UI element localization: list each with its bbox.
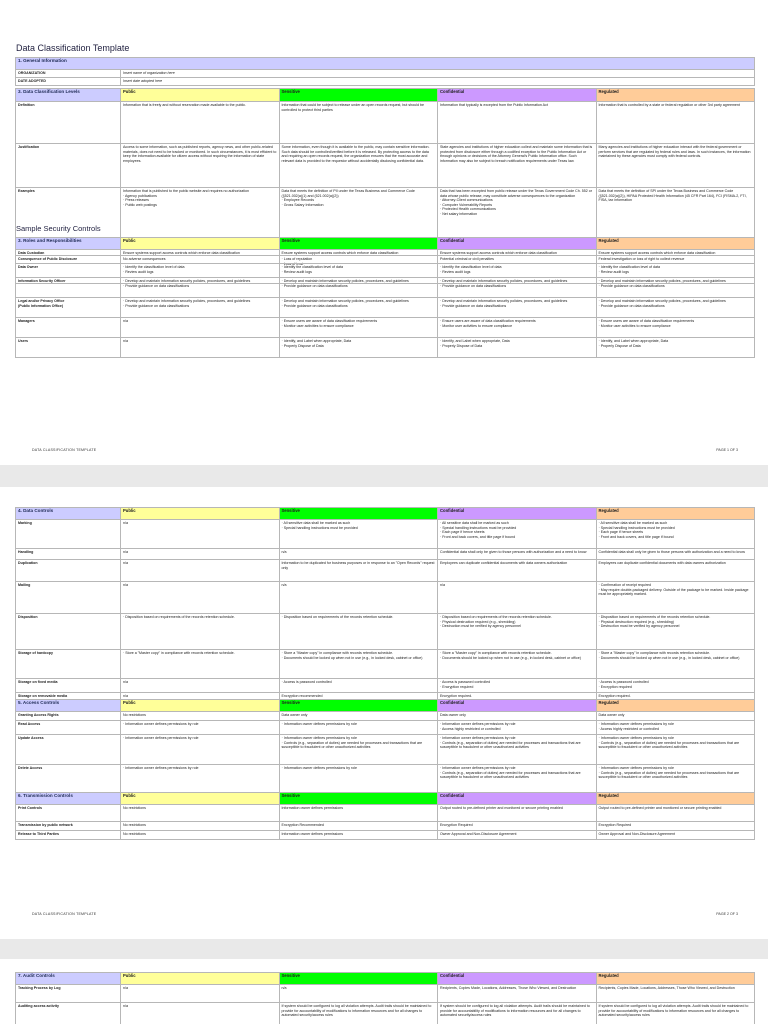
- cell-sensitive: · Develop and maintain information security policies, procedures, and guidelines · Provide guidance on data classifications: [279, 278, 438, 298]
- cell-sensitive: · Access is password controlled: [279, 679, 438, 693]
- cell-confidential: If system should be configured to log all violation attempts. Audit trails should be maintained to provide for accountability of modifications to information resources and for all changes to automated security/access rules: [438, 1003, 597, 1024]
- cell-public: n/a: [121, 520, 280, 549]
- cell-regulated: · Information owner defines permissions by role · Access highly restricted or controlled: [596, 721, 755, 735]
- cell-public: n/a: [121, 338, 280, 358]
- cell-regulated: Federal investigation or loss of right to collect revenue: [596, 256, 755, 284]
- section-header: 3. Data Classification Levels: [16, 89, 121, 102]
- cell-sensitive: Information to be duplicated for business purposes or in response to an "Open Records" request only: [279, 560, 438, 582]
- table-row: [16, 805, 755, 822]
- column-header-sensitive: Sensitive: [279, 508, 438, 520]
- footer-page-number: PAGE 1 OF 3: [716, 448, 738, 452]
- footer-left: DATA CLASSIFICATION TEMPLATE: [32, 448, 97, 452]
- cell-regulated: · Develop and maintain information security policies, procedures, and guidelines · Provide guidance on data classifications: [596, 278, 755, 298]
- cell-public: n/a: [121, 1003, 280, 1024]
- row-label: Read Access: [16, 721, 121, 735]
- cell-regulated: Encryption required.: [596, 693, 755, 702]
- column-header-public: Public: [121, 238, 280, 250]
- cell-regulated: Ensure systems support access controls which enforce data classification: [596, 250, 755, 264]
- table-row: [16, 560, 755, 582]
- cell-sensitive: · Information owner defines permissions by role: [279, 765, 438, 795]
- cell-public: · Disposition based on requirements of the records retention schedule.: [121, 614, 280, 650]
- cell-sensitive: n/a: [279, 985, 438, 1003]
- cell-public: · Develop and maintain information security policies, procedures, and guidelines · Provide guidance on data classifications: [121, 298, 280, 318]
- cell-regulated: Information that is controlled by a state or federal regulation or other 3rd party agreement: [596, 102, 755, 144]
- row-label: Managers: [16, 318, 121, 338]
- cell-regulated: Employees can duplicate confidential documents with data owners authorization: [596, 560, 755, 582]
- header-row: [16, 89, 755, 102]
- cell-confidential: Data owner only: [438, 712, 597, 721]
- cell-sensitive: Data that meets the definition of PII under the Texas Business and Commerce Code (§521.002(a)(1) and (521.002(a)(2)) · Employee Records · Gross Salary Information: [279, 188, 438, 256]
- column-header-regulated: Regulated: [596, 508, 755, 520]
- row-label: Examples: [16, 188, 121, 256]
- cell-confidential: · Information owner defines permissions by role · Access highly restricted or controlled: [438, 721, 597, 735]
- table-row: [16, 650, 755, 679]
- row-label: Data Custodian: [16, 250, 121, 264]
- row-label: Users: [16, 338, 121, 358]
- section-header: 5. Access Controls: [16, 700, 121, 712]
- cell-public: · Develop and maintain information security policies, procedures, and guidelines · Provide guidance on data classifications: [121, 278, 280, 298]
- row-label: Justification: [16, 144, 121, 188]
- table-row: [16, 250, 755, 264]
- document-page-1: [0, 0, 768, 465]
- cell-regulated: Data that meets the definition of SPI under the Texas Business and Commerce Code (§521.002(a)(2)), HIPAA Protected Health Information (45 CFR Part 164), FCI (FISMA-2, FTI, FISA, tax information: [596, 188, 755, 256]
- cell-confidential: Data that has been excepted from public release under the Texas Government Code Ch. 552 or data whose public release, may constitute adverse consequences to the organization · Attorney-Client communications · Computer Vulnerability Reports · Protected Health communications · Net salary information: [438, 188, 597, 256]
- cell-confidential: Encryption Required: [438, 822, 597, 831]
- cell-confidential: · Develop and maintain information security policies, procedures, and guidelines · Provide guidance on data classifications: [438, 298, 597, 318]
- cell-sensitive: · Identify the classification level of data · Review audit logs: [279, 264, 438, 278]
- cell-confidential: · Ensure users are aware of data classification requirements · Monitor user activities to ensure compliance: [438, 318, 597, 338]
- column-header-sensitive: Sensitive: [279, 238, 438, 250]
- cell-confidential: Output routed to pre-defined printer and monitored or secure printing enabled: [438, 805, 597, 822]
- cell-public: Access to some information, such as published reports, agency news, and other public-related materials, does not need to be tracked or monitored. In such circumstances, it is most efficient to keep the information available for citizen access without requiring the information of state employees.: [121, 144, 280, 188]
- cell-sensitive: · Identify, and Label when appropriate, Data · Properly Dispose of Data: [279, 338, 438, 358]
- cell-public: n/a: [121, 693, 280, 702]
- cell-confidential: · Disposition based on requirements of the records retention schedule. · Physical destruction required (e.g., shredding) · Destruction must be verified by agency personnel: [438, 614, 597, 650]
- column-header-confidential: Confidential: [438, 508, 597, 520]
- cell-regulated: Confidential data shall only be given to those persons with authorization and a need to know: [596, 549, 755, 560]
- table-row: [16, 318, 755, 338]
- cell-public: No restrictions: [121, 831, 280, 840]
- cell-public: n/a: [121, 582, 280, 614]
- cell-public: Information that is published to the public website and requires no authorization · Agency publications · Press releases · Public web postings: [121, 188, 280, 256]
- table-row: [16, 338, 755, 358]
- cell-confidential: Information that typically is excepted from the Public Information Act: [438, 102, 597, 144]
- row-label: Delete Access: [16, 765, 121, 795]
- cell-regulated: · Disposition based on requirements of the records retention schedule. · Physical destruction required (e.g., shredding) · Destruction must be verified by agency personnel: [596, 614, 755, 650]
- cell-regulated: Owner Approval and Non-Disclosure Agreement: [596, 831, 755, 840]
- cell-sensitive: n/a: [279, 582, 438, 614]
- cell-confidential: Employees can duplicate confidential documents with data owners authorization: [438, 560, 597, 582]
- cell-confidential: · Identify the classification level of data · Review audit logs: [438, 264, 597, 278]
- row-label: DATE ADOPTED: [16, 78, 121, 86]
- sample-controls-title: Sample Security Controls: [16, 224, 101, 233]
- row-value: Insert name of organization here: [121, 70, 755, 78]
- cell-public: n/a: [121, 549, 280, 560]
- column-header-regulated: Regulated: [596, 793, 755, 805]
- cell-regulated: · Store a "Master copy" in compliance with records retention schedule. · Documents should be locked up when not in use (e.g., in locked desk, cabinet or office): [596, 650, 755, 679]
- column-header-confidential: Confidential: [438, 238, 597, 250]
- cell-confidential: Owner Approval and Non-Disclosure Agreement: [438, 831, 597, 840]
- cell-regulated: Encryption Required: [596, 822, 755, 831]
- cell-confidential: n/a: [438, 582, 597, 614]
- column-header-sensitive: Sensitive: [279, 793, 438, 805]
- row-label: Marking: [16, 520, 121, 549]
- cell-regulated: · Identify the classification level of data · Review audit logs: [596, 264, 755, 278]
- cell-sensitive: · Information owner defines permissions by role · Controls (e.g., separation of duties) are needed for processes and transactions that are susceptible to fraudulent or other unauthorized activities: [279, 735, 438, 765]
- roles-responsibilities-table: [15, 237, 755, 358]
- column-header-sensitive: Sensitive: [279, 973, 438, 985]
- cell-public: n/a: [121, 560, 280, 582]
- column-header-public: Public: [121, 793, 280, 805]
- row-label: Definition: [16, 102, 121, 144]
- footer-page-number: PAGE 2 OF 3: [716, 912, 738, 916]
- column-header-sensitive: Sensitive: [279, 700, 438, 712]
- cell-confidential: Potential criminal or civil penalties: [438, 256, 597, 284]
- cell-sensitive: · Ensure users are aware of data classification requirements · Monitor user activities to ensure compliance: [279, 318, 438, 338]
- cell-sensitive: Some information, even though it is available to the public, may contain sensitive information. Such data should be controlled/verified before it is released. By protecting access to the data and requiring an open records request, the organization ensures that the most accurate and relevant data is provided to the requestor without accidentally disclosing confidential data.: [279, 144, 438, 188]
- cell-sensitive: · Store a "Master copy" in compliance with records retention schedule. · Documents should be locked up when not in use (e.g., in locked desk, cabinet or office): [279, 650, 438, 679]
- access-controls-table: [15, 699, 755, 795]
- row-label: Granting Access Rights: [16, 712, 121, 721]
- table-row: [16, 614, 755, 650]
- cell-confidential: · Develop and maintain information security policies, procedures, and guidelines · Provide guidance on data classifications: [438, 278, 597, 298]
- row-label: Release to Third Parties: [16, 831, 121, 840]
- column-header-public: Public: [121, 973, 280, 985]
- table-row: [16, 985, 755, 1003]
- section-header: 7. Audit Controls: [16, 973, 121, 985]
- cell-public: No restrictions: [121, 805, 280, 822]
- cell-confidential: · Information owner defines permissions by role · Controls (e.g., separation of duties) are needed for processes and transactions that are susceptible to fraudulent or other unauthorized activities: [438, 735, 597, 765]
- column-header-confidential: Confidential: [438, 89, 597, 102]
- data-controls-table: [15, 507, 755, 702]
- transmission-controls-table: [15, 792, 755, 840]
- row-label: Legal and/or Privacy Office (Public Information Office): [16, 298, 121, 318]
- cell-public: · Identify the classification level of data · Review audit logs: [121, 264, 280, 278]
- footer-left: DATA CLASSIFICATION TEMPLATE: [32, 912, 97, 916]
- column-header-confidential: Confidential: [438, 973, 597, 985]
- cell-regulated: · Information owner defines permissions by role · Controls (e.g., separation of duties) are needed for processes and transactions that are susceptible to fraudulent or other unauthorized activities: [596, 735, 755, 765]
- cell-sensitive: Encryption recommended: [279, 693, 438, 702]
- cell-sensitive: Encryption Recommended: [279, 822, 438, 831]
- audit-controls-table: [15, 972, 755, 1024]
- table-row: [16, 765, 755, 795]
- row-label: Information Security Officer: [16, 278, 121, 298]
- table-row: [16, 278, 755, 298]
- column-header-confidential: Confidential: [438, 793, 597, 805]
- header-row: [16, 793, 755, 805]
- row-label: ORGANIZATION: [16, 70, 121, 78]
- row-label: Print Controls: [16, 805, 121, 822]
- cell-sensitive: Data owner only: [279, 712, 438, 721]
- column-header-regulated: Regulated: [596, 700, 755, 712]
- section-header: 6. Transmission Controls: [16, 793, 121, 805]
- row-label: Transmission by public network: [16, 822, 121, 831]
- header-row: [16, 700, 755, 712]
- column-header-regulated: Regulated: [596, 973, 755, 985]
- cell-regulated: · Ensure users are aware of data classification requirements · Monitor user activities to ensure compliance: [596, 318, 755, 338]
- cell-confidential: · All sensitive data shall be marked as such · Special handling instructions must be provided · Each page if hence sheets · Front and back covers, and title page if bound: [438, 520, 597, 549]
- document-page-2: [0, 487, 768, 939]
- document-title: Data Classification Template: [16, 43, 130, 53]
- row-label: Consequence of Public Disclosure: [16, 256, 121, 284]
- cell-regulated: · Information owner defines permissions by role · Controls (e.g., separation of duties) are needed for processes and transactions that are susceptible to fraudulent or other unauthorized activities: [596, 765, 755, 795]
- cell-confidential: · Access is password controlled · Encryption required: [438, 679, 597, 693]
- cell-sensitive: Information that could be subject to release under an open records request, but should be controlled to protect third parties: [279, 102, 438, 144]
- cell-public: · Store a "Master copy" in compliance with records retention schedule.: [121, 650, 280, 679]
- table-row: [16, 679, 755, 693]
- cell-public: n/a: [121, 318, 280, 338]
- cell-confidential: · Store a "Master copy" in compliance with records retention schedule. · Documents should be locked up when not in use (e.g., in locked desk, cabinet or office): [438, 650, 597, 679]
- row-label: Disposition: [16, 614, 121, 650]
- row-label: Tracking Process by Log: [16, 985, 121, 1003]
- column-header-regulated: Regulated: [596, 238, 755, 250]
- table-row: [16, 144, 755, 188]
- table-row: [16, 721, 755, 735]
- section-header: 3. Roles and Responsibilities: [16, 238, 121, 250]
- cell-regulated: · Develop and maintain information security policies, procedures, and guidelines · Provide guidance on data classifications: [596, 298, 755, 318]
- column-header-public: Public: [121, 700, 280, 712]
- cell-public: No restrictions: [121, 822, 280, 831]
- cell-sensitive: · Disposition based on requirements of the records retention schedule.: [279, 614, 438, 650]
- cell-sensitive: · All sensitive data shall be marked as such · Special handling instructions must be provided: [279, 520, 438, 549]
- cell-confidential: · Information owner defines permissions by role · Controls (e.g., separation of duties) are needed for processes and transactions that are susceptible to fraudulent or other unauthorized activities: [438, 765, 597, 795]
- cell-sensitive: Information owner defines permissions: [279, 831, 438, 840]
- section-header: 1. General Information: [16, 58, 755, 70]
- cell-sensitive: · Information owner defines permissions by role: [279, 721, 438, 735]
- header-row: [16, 238, 755, 250]
- cell-confidential: Confidential data shall only be given to those persons with authorization and a need to know: [438, 549, 597, 560]
- cell-regulated: Recipients, Copies Made, Locations, Addresses, Those Who Viewed, and Destruction: [596, 985, 755, 1003]
- section-header: 4. Data Controls: [16, 508, 121, 520]
- cell-regulated: · All sensitive data shall be marked as such · Special handling instructions must be provided · Each page if hence sheets · Front and back covers, and title page if bound: [596, 520, 755, 549]
- row-label: Handling: [16, 549, 121, 560]
- cell-public: No restrictions: [121, 712, 280, 721]
- document-page-3: [0, 959, 768, 1024]
- cell-confidential: Encryption required.: [438, 693, 597, 702]
- cell-public: Information that is freely and without reservation made available to the public.: [121, 102, 280, 144]
- column-header-regulated: Regulated: [596, 89, 755, 102]
- cell-sensitive: n/a: [279, 549, 438, 560]
- cell-sensitive: · Develop and maintain information security policies, procedures, and guidelines · Provide guidance on data classifications: [279, 298, 438, 318]
- column-header-public: Public: [121, 89, 280, 102]
- cell-regulated: · Access is password controlled · Encryption required: [596, 679, 755, 693]
- table-row: [16, 520, 755, 549]
- table-row: [16, 264, 755, 278]
- cell-sensitive: · Loss of reputation · Loss of trust: [279, 256, 438, 284]
- general-information-table: [15, 57, 755, 86]
- header-row: [16, 973, 755, 985]
- cell-confidential: · Identify, and Label when appropriate, Data · Properly Dispose of Data: [438, 338, 597, 358]
- cell-regulated: · Identify, and Label when appropriate, Data · Properly Dispose of Data: [596, 338, 755, 358]
- table-row: [16, 831, 755, 840]
- row-label: Storage on removable media: [16, 693, 121, 702]
- row-label: Mailing: [16, 582, 121, 614]
- row-label: Data Owner: [16, 264, 121, 278]
- header-row: [16, 508, 755, 520]
- cell-public: Ensure systems support access controls which enforce data classification: [121, 250, 280, 264]
- cell-regulated: Many agencies and institutions of higher education interact with the federal government or perform services that are regulated by federal rules and laws. In such instances, the information maintained by these agencies must comply with federal controls.: [596, 144, 755, 188]
- cell-regulated: If system should be configured to log all violation attempts. Audit trails should be maintained to provide for accountability of modifications to information resources and for all changes to automated security/access rules: [596, 1003, 755, 1024]
- cell-sensitive: Ensure systems support access controls which enforce data classification: [279, 250, 438, 264]
- table-row: [16, 298, 755, 318]
- column-header-sensitive: Sensitive: [279, 89, 438, 102]
- cell-public: · Information owner defines permissions by role: [121, 721, 280, 735]
- cell-sensitive: Information owner defines permissions: [279, 805, 438, 822]
- cell-confidential: Recipients, Copies Made, Locations, Addresses, Those Who Viewed, and Destruction: [438, 985, 597, 1003]
- table-row: [16, 78, 755, 86]
- column-header-public: Public: [121, 508, 280, 520]
- row-label: Storage of hardcopy: [16, 650, 121, 679]
- table-row: [16, 582, 755, 614]
- row-label: Storage on fixed media: [16, 679, 121, 693]
- table-row: [16, 735, 755, 765]
- table-row: [16, 549, 755, 560]
- cell-regulated: Data owner only: [596, 712, 755, 721]
- row-label: Auditing access activity: [16, 1003, 121, 1024]
- cell-confidential: State agencies and institutions of higher education collect and maintain some information that is protected from disclosure either through a codified exception to the Public Information Act or through opinions or decisions of the Attorney General's Public Information office. Such information may also be subject to breach notification requirements under Texas law.: [438, 144, 597, 188]
- cell-regulated: Output routed to pre-defined printer and monitored or secure printing enabled: [596, 805, 755, 822]
- table-row: [16, 70, 755, 78]
- table-row: [16, 102, 755, 144]
- column-header-confidential: Confidential: [438, 700, 597, 712]
- table-row: [16, 712, 755, 721]
- cell-sensitive: If system should be configured to log all violation attempts. Audit trails should be maintained to provide for accountability of modifications to information resources and for all changes to automated security/access rules: [279, 1003, 438, 1024]
- row-label: Update Access: [16, 735, 121, 765]
- cell-public: · Information owner defines permissions by role: [121, 765, 280, 795]
- cell-confidential: Ensure systems support access controls which enforce data classification: [438, 250, 597, 264]
- cell-regulated: · Confirmation of receipt required · May require double-packaged delivery. Outside of the package to be marked. Inside package must be appropriately marked.: [596, 582, 755, 614]
- cell-public: n/a: [121, 679, 280, 693]
- row-value: Insert date adopted here: [121, 78, 755, 86]
- cell-public: No adverse consequences: [121, 256, 280, 284]
- table-row: [16, 1003, 755, 1024]
- cell-public: · Information owner defines permissions by role: [121, 735, 280, 765]
- table-row: [16, 822, 755, 831]
- cell-public: n/a: [121, 985, 280, 1003]
- row-label: Duplication: [16, 560, 121, 582]
